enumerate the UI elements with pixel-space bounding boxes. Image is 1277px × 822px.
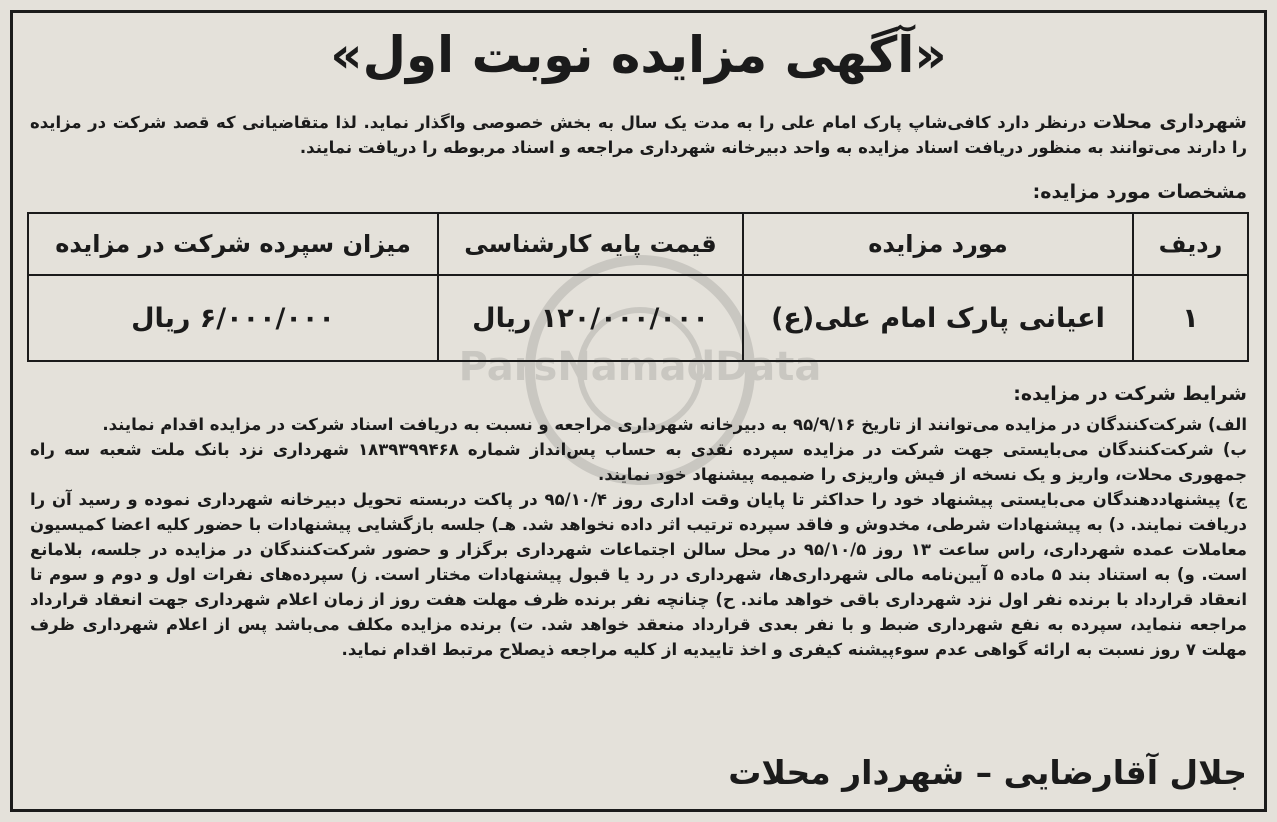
condition-ze: ز) سپرده‌های نفرات اول و دوم و سوم تا انعقاد قرارداد با برنده نفر اول نزد شهرداری باقی خواهد ماند. <box>30 565 1247 609</box>
condition-he-jimi: ح) چنانچه نفر برنده ظرف مهلت هفت روز از زمان اعلام شهرداری جهت انعقاد قرارداد مراجعه ننماید، سپرده به نفع شهرداری ضبط و با نفر بعدی قرارداد منعقد خواهد شد. <box>30 590 1247 634</box>
signature: جلال آقارضایی – شهردار محلات <box>728 753 1247 792</box>
cell-base-price: ۱۲۰/۰۰۰/۰۰۰ ریال <box>438 275 743 361</box>
cell-deposit: ۶/۰۰۰/۰۰۰ ریال <box>28 275 438 361</box>
intro-lead: شهرداری محلات <box>1092 111 1247 133</box>
conditions-heading: شرایط شرکت در مزایده: <box>1013 383 1247 405</box>
condition-he: هـ) جلسه بازگشایی پیشنهادات با حضور کلیه اعضا کمیسیون معاملات عمده شهرداری، راس ساعت ۱۳ روز ۹۵/۱۰/۵ در محل سالن اجتماعات شهرداری برگزار و حضور شرکت‌کنندگان در مزایده در جلسه، بلامانع است. <box>30 515 1247 584</box>
table-header-row <box>28 213 1248 275</box>
condition-jim: ج) پیشنهاددهندگان می‌بایستی پیشنهاد خود را حداکثر تا پایان وقت اداری روز ۹۵/۱۰/۴ در پاکت دربسته تحویل دبیرخانه شهرداری نموده و رسید آن را دریافت نمایند. <box>30 490 1247 534</box>
condition-vav: و) به استناد بند ۵ ماده ۵ آیین‌نامه مالی شهرداری‌ها، شهرداری در رد یا قبول پیشنهادات مختار است. <box>374 565 1195 584</box>
svg-text:ParsNamadData: ParsNamadData <box>458 344 822 390</box>
conditions-text <box>30 412 1247 752</box>
col-header-deposit: میزان سپرده شرکت در مزایده <box>28 213 438 275</box>
col-header-row-number: ردیف <box>1133 213 1248 275</box>
condition-alef: الف) شرکت‌کنندگان در مزایده می‌توانند از تاریخ ۹۵/۹/۱۶ به دبیرخانه شهرداری مراجعه و نسبت به دریافت اسناد شرکت در مزایده اقدام نمایند. <box>102 415 1247 434</box>
cell-item: اعیانی پارک امام علی(ع) <box>743 275 1133 361</box>
col-header-base-price: قیمت پایه کارشناسی <box>438 213 743 275</box>
cell-row-number: ۱ <box>1133 275 1248 361</box>
intro-paragraph <box>30 110 1247 188</box>
table-row <box>28 275 1248 361</box>
notice-title: «آگهی مزایده نوبت اول» <box>330 26 947 84</box>
condition-dal: د) به پیشنهادات شرطی، مخدوش و فاقد سپرده ترتیب اثر داده نخواهد شد. <box>521 515 1125 534</box>
condition-be: ب) شرکت‌کنندگان می‌بایستی جهت شرکت در مزایده سپرده نقدی به حساب پس‌انداز شماره ۱۸۳۹۳۹۹۴۶۸ شهرداری نزد بانک ملت شعبه سه راه جمهوری محلات، واریز و یک نسخه از فیش واریزی را ضمیمه پیشنهاد خود نمایند. <box>30 440 1247 484</box>
spec-heading: مشخصات مورد مزایده: <box>1032 181 1247 203</box>
col-header-item: مورد مزایده <box>743 213 1133 275</box>
condition-te: ت) برنده مزایده مکلف می‌باشد پس از اعلام شهرداری ظرف مهلت ۷ روز نسبت به ارائه گواهی عدم سوءپیشنه کیفری و اخذ تاییدیه از کلیه مراجعه ذیصلاح مرتبط اقدام نماید. <box>30 615 1247 659</box>
intro-text: درنظر دارد کافی‌شاپ پارک امام علی را به مدت یک سال به بخش خصوصی واگذار نماید. لذا متقاضیانی که قصد شرکت در مزایده را دارند می‌توانند به منظور دریافت اسناد مزایده به واحد دبیرخانه شهرداری مراجعه و اسناد مربوطه را دریافت نمایند. <box>30 113 1247 157</box>
auction-table <box>27 212 1249 362</box>
